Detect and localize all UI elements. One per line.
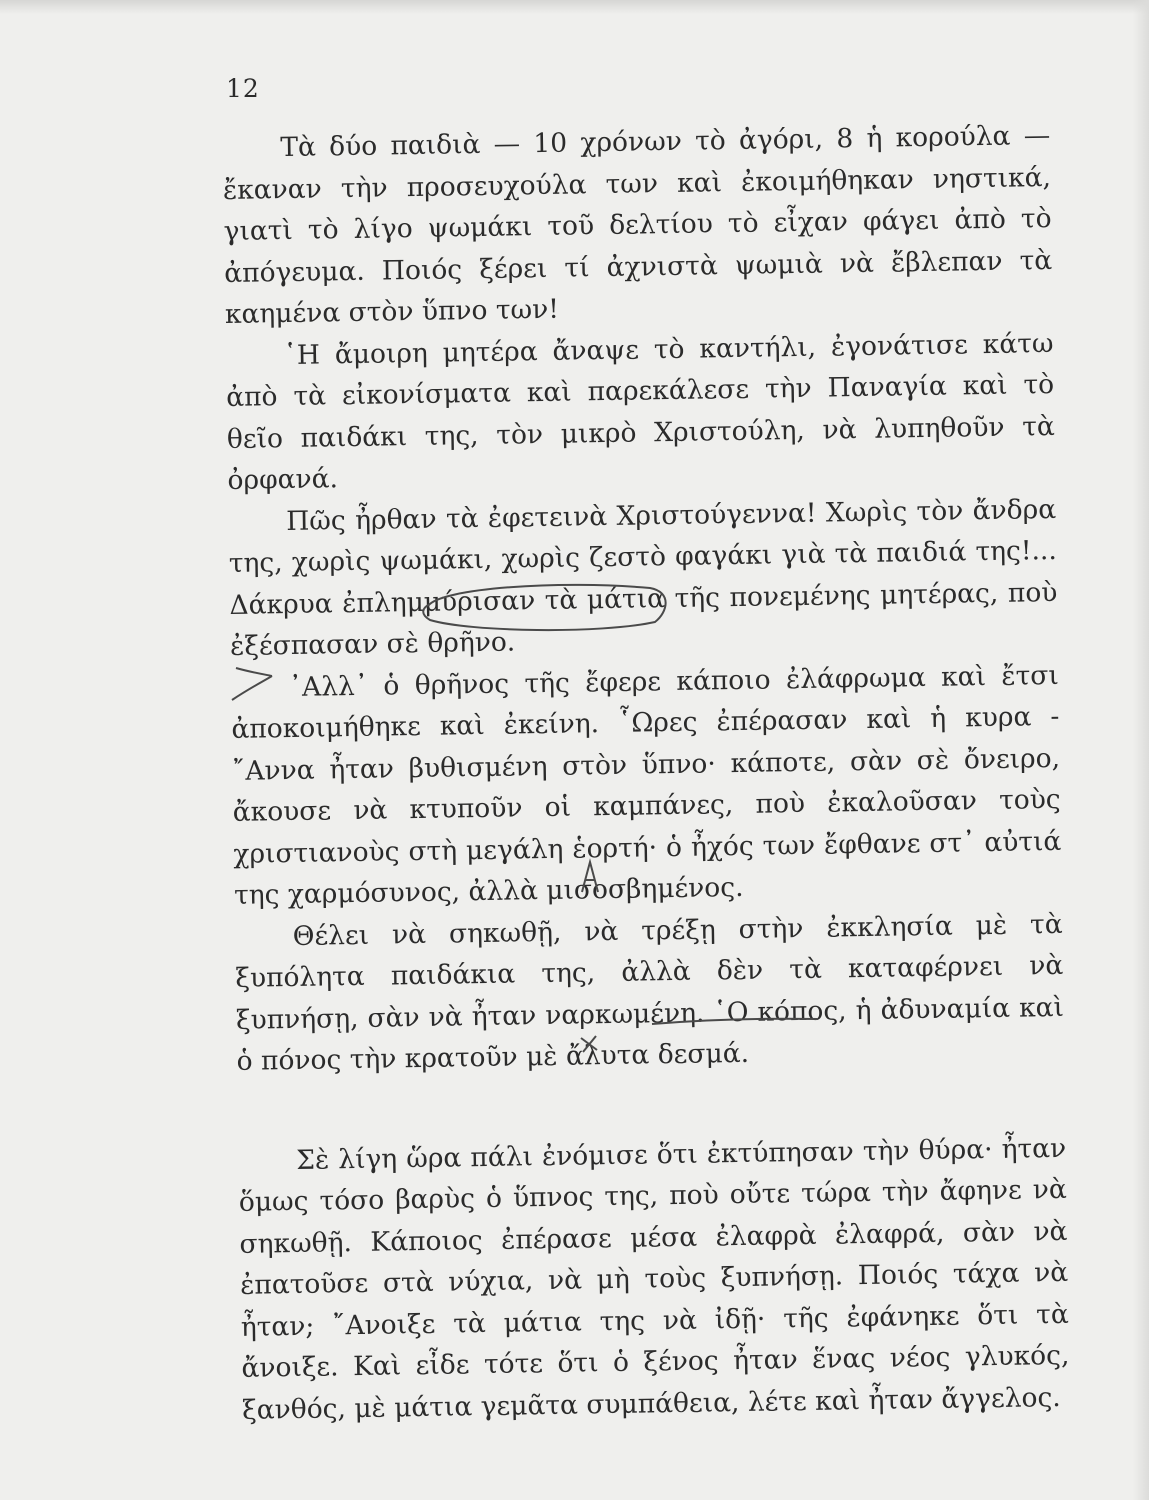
page-top-shadow xyxy=(0,0,1149,14)
paragraph-1: Τὰ δύο παιδιὰ — 10 χρόνων τὸ ἀγόρι, 8 ἡ κορούλα — ἔκαναν τὴν προσευχούλα των καὶ ἐκοιμήθηκαν νηστικά, γιατὶ τὸ λίγο ψωμάκι τοῦ δελτίου τὸ εἶχαν φάγει ἀπὸ τὸ ἀπόγευμα. Ποιός ξέρει τί ἀχνιστὰ ψωμιὰ νὰ ἔβλεπαν τὰ καημένα στὸν ὕπνο των! xyxy=(222,119,1053,330)
paragraph-4: ᾿Αλλ᾿ ὁ θρῆνος τῆς ἔφερε κάποιο ἐλάφρωμα καὶ ἔτσι ἀποκοιμήθηκε καὶ ἐκείνη. ῟Ωρες ἐπέρασαν καὶ ἡ κυρα - ῎Αννα ἦταν βυθισμένη στὸν ὕπνο· κάποτε, σὰν σὲ ὄνειρο, ἄκουσε νὰ κτυποῦν οἱ καμπάνες, ποὺ ἐκαλοῦσαν τοὺς χριστιανοὺς στὴ μεγάλη ἑορτή· ὁ ἦχός των ἔφθανε στ᾿ αὐτιά της χαρμόσυνος, ἀλλὰ μισοσβημένος. xyxy=(231,659,1062,911)
paragraph-6: Σὲ λίγη ὥρα πάλι ἐνόμισε ὅτι ἐκτύπησαν τὴν θύρα· ἦταν ὅμως τόσο βαρὺς ὁ ὕπνος της, ποὺ οὔτε τώρα τὴν ἄφηνε νὰ σηκωθῇ. Κάποιος ἐπέρασε μέσα ἐλαφρὰ ἐλαφρά, σὰν νὰ ἐπατοῦσε στὰ νύχια, νὰ μὴ τοὺς ξυπνήσῃ. Ποιός τάχα νὰ ἦταν; ῎Ανοιξε τὰ μάτια της νὰ ἰδῇ· τῆς ἐφάνηκε ὅτι τὰ ἄνοιξε. Καὶ εἶδε τότε ὅτι ὁ ξένος ἦταν ἕνας νέος γλυκός, ξανθός, μὲ μάτια γεμᾶτα συμπάθεια, λέτε καὶ ἦταν ἄγγελος. xyxy=(238,1132,1070,1426)
page-right-edge xyxy=(1133,0,1149,1500)
paragraph-5: Θέλει νὰ σηκωθῇ, νὰ τρέξῃ στὴν ἐκκλησία μὲ τὰ ξυπόλητα παιδάκια της, ἀλλὰ δὲν τὰ καταφέρνει νὰ ξυπνήσῃ, σὰν νὰ ἦταν ναρκωμένη. ῾Ο κόπος, ἡ ἀδυναμία καὶ ὁ πόνος τὴν κρατοῦν μὲ ἄλυτα δεσμά. xyxy=(235,908,1065,1077)
page-number: 12 xyxy=(226,74,260,103)
body-text xyxy=(222,115,1070,1431)
paragraph-2: ῾Η ἄμοιρη μητέρα ἄναψε τὸ καντήλι, ἐγονάτισε κάτω ἀπὸ τὰ εἰκονίσματα καὶ παρεκάλεσε τὴν Παναγία καὶ τὸ θεῖο παιδάκι της, τὸν μικρὸ Χριστούλη, νὰ λυπηθοῦν τὰ ὀρφανά. xyxy=(225,327,1056,496)
paragraph-3: Πῶς ἦρθαν τὰ ἐφετεινὰ Χριστούγεννα! Χωρὶς τὸν ἄνδρα της, χωρὶς ψωμάκι, χωρὶς ζεστὸ φαγάκι γιὰ τὰ παιδιά της!... Δάκρυα ἐπλημμύρισαν τὰ μάτια τῆς πονεμένης μητέρας, ποὺ ἐξέσπασαν σὲ θρῆνο. xyxy=(228,493,1058,662)
